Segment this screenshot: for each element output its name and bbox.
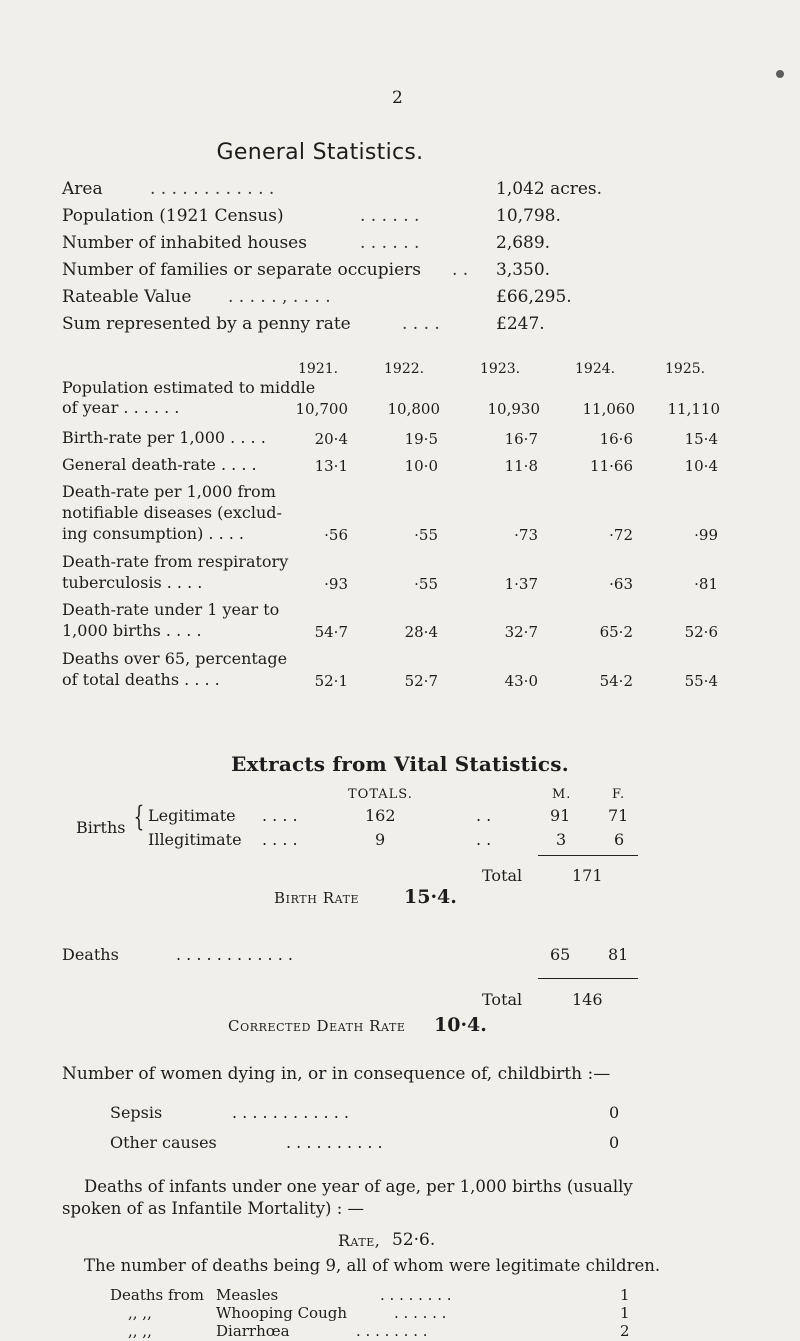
table-cell: 11,110 xyxy=(667,400,720,418)
table-cell: 10,700 xyxy=(295,400,348,418)
leader-dots: . . . . . . . . . . xyxy=(286,1133,383,1152)
infant-text-line1: Deaths of infants under one year of age, per 1,000 births (usually xyxy=(84,1177,633,1196)
leader-dots: . . xyxy=(476,806,492,825)
diarrhoea-value: 2 xyxy=(620,1322,630,1340)
stat-value-families: 3,350. xyxy=(496,260,551,280)
infant-rate-label: Rate, xyxy=(338,1231,381,1250)
diarrhoea-label: Diarrhœa xyxy=(216,1322,290,1340)
stat-value-rateable-value: £66,295. xyxy=(496,287,572,307)
table-cell: ·55 xyxy=(414,575,438,593)
stat-label-families: Number of families or separate occupiers xyxy=(62,260,421,280)
birth-rate-value: 15·4. xyxy=(404,886,457,908)
table-cell: 1·37 xyxy=(504,575,538,593)
leader-dots: . . . . . . xyxy=(360,233,420,253)
stat-label-area: Area xyxy=(62,179,103,199)
table-cell: 65·2 xyxy=(599,623,633,641)
table-cell: 52·1 xyxy=(314,672,348,690)
table-cell: 52·6 xyxy=(684,623,718,641)
deaths-total: 146 xyxy=(572,990,603,1009)
table-cell: 10,800 xyxy=(387,400,440,418)
stat-value-houses: 2,689. xyxy=(496,233,551,253)
deaths-total-label: Total xyxy=(482,990,523,1009)
table-cell: 15·4 xyxy=(684,430,718,448)
legitimate-female: 71 xyxy=(608,806,629,825)
table-cell: ·73 xyxy=(514,526,538,544)
stat-label-houses: Number of inhabited houses xyxy=(62,233,307,253)
deaths-male: 65 xyxy=(550,945,571,964)
row-label: Death-rate from respiratory xyxy=(62,552,289,571)
row-label: General death-rate . . . . xyxy=(62,455,257,474)
whooping-cough-value: 1 xyxy=(620,1304,630,1322)
births-label: Births xyxy=(76,818,126,837)
whooping-cough-label: Whooping Cough xyxy=(216,1304,348,1322)
table-cell: ·93 xyxy=(324,575,348,593)
illegitimate-male: 3 xyxy=(556,830,567,849)
sepsis-label: Sepsis xyxy=(110,1103,163,1122)
illegitimate-female: 6 xyxy=(614,830,625,849)
births-total: 171 xyxy=(572,866,603,885)
column-header-totals: TOTALS. xyxy=(348,787,413,802)
row-label: of year . . . . . . xyxy=(62,398,180,417)
leader-dots: . . . . . . . . . . . . xyxy=(176,945,293,964)
birth-rate-label: Birth Rate xyxy=(274,889,360,907)
stat-label-population: Population (1921 Census) xyxy=(62,206,284,226)
row-label: Death-rate under 1 year to xyxy=(62,600,280,619)
row-prefix: ,, ,, xyxy=(128,1322,152,1340)
illegitimate-label: Illegitimate xyxy=(148,830,242,849)
row-label: Death-rate per 1,000 from xyxy=(62,482,276,501)
row-label: Birth-rate per 1,000 . . . . xyxy=(62,428,266,447)
row-prefix: Deaths from xyxy=(110,1286,204,1304)
table-cell: 13·1 xyxy=(314,457,348,475)
row-label: tuberculosis . . . . xyxy=(62,573,203,592)
row-label: ing consumption) . . . . xyxy=(62,524,244,543)
table-cell: 52·7 xyxy=(404,672,438,690)
table-cell: ·81 xyxy=(694,575,718,593)
corrected-death-rate-label: Corrected Death Rate xyxy=(228,1017,406,1035)
year-header: 1921. xyxy=(298,361,339,377)
leader-dots: . . . . . . . . xyxy=(356,1322,428,1340)
legitimate-male: 91 xyxy=(550,806,571,825)
page-title: General Statistics. xyxy=(216,140,424,165)
infant-text-line2: spoken of as Infantile Mortality) : — xyxy=(62,1199,365,1218)
table-cell: 11·8 xyxy=(504,457,538,475)
year-header: 1922. xyxy=(384,361,425,377)
row-label: Deaths over 65, percentage xyxy=(62,649,288,668)
measles-value: 1 xyxy=(620,1286,630,1304)
leader-dots: . . . . . , . . . . xyxy=(228,287,331,307)
table-cell: 10·4 xyxy=(684,457,718,475)
stat-label-penny-rate: Sum represented by a penny rate xyxy=(62,314,351,334)
childbirth-heading: Number of women dying in, or in consequence of, childbirth :— xyxy=(62,1064,611,1084)
row-label: Population estimated to middle xyxy=(62,378,316,397)
children-sentence: The number of deaths being 9, all of whom were legitimate children. xyxy=(84,1256,661,1275)
row-label: of total deaths . . . . xyxy=(62,670,220,689)
legitimate-total: 162 xyxy=(365,806,396,825)
column-header-male: M. xyxy=(552,787,572,802)
table-cell: ·55 xyxy=(414,526,438,544)
table-cell: ·72 xyxy=(609,526,633,544)
row-prefix: ,, ,, xyxy=(128,1304,152,1322)
year-header: 1925. xyxy=(665,361,706,377)
leader-dots: . . . . . . . . . . . . xyxy=(232,1103,349,1122)
leader-dots: . . xyxy=(476,830,492,849)
brace: { xyxy=(133,800,145,833)
table-cell: 19·5 xyxy=(404,430,438,448)
table-cell: 28·4 xyxy=(404,623,438,641)
paper-mark xyxy=(776,70,784,78)
table-cell: 43·0 xyxy=(504,672,538,690)
table-cell: 16·6 xyxy=(599,430,633,448)
infant-rate-value: 52·6. xyxy=(392,1230,436,1250)
leader-dots: . . xyxy=(452,260,469,280)
row-label: notifiable diseases (exclud- xyxy=(62,503,282,522)
sum-rule xyxy=(538,978,638,979)
other-causes-value: 0 xyxy=(609,1133,620,1152)
other-causes-label: Other causes xyxy=(110,1133,217,1152)
page-number: 2 xyxy=(392,88,403,108)
legitimate-label: Legitimate xyxy=(148,806,236,825)
stat-value-penny-rate: £247. xyxy=(496,314,545,334)
table-cell: 55·4 xyxy=(684,672,718,690)
leader-dots: . . . . . . xyxy=(394,1304,447,1322)
column-header-female: F. xyxy=(612,787,626,802)
leader-dots: . . . . . . . . . . . . xyxy=(150,179,275,199)
births-total-label: Total xyxy=(482,866,523,885)
table-cell: 54·7 xyxy=(314,623,348,641)
leader-dots: . . . . xyxy=(262,830,298,849)
table-cell: ·63 xyxy=(609,575,633,593)
year-header: 1923. xyxy=(480,361,521,377)
corrected-death-rate-value: 10·4. xyxy=(434,1014,487,1036)
table-cell: 11·66 xyxy=(590,457,633,475)
sepsis-value: 0 xyxy=(609,1103,620,1122)
table-cell: 11,060 xyxy=(582,400,635,418)
table-cell: 54·2 xyxy=(599,672,633,690)
deaths-label: Deaths xyxy=(62,945,119,964)
sum-rule xyxy=(538,855,638,856)
stat-value-population: 10,798. xyxy=(496,206,561,226)
table-cell: 16·7 xyxy=(504,430,538,448)
stat-value-area: 1,042 acres. xyxy=(496,179,603,199)
section-title: Extracts from Vital Statistics. xyxy=(231,752,569,776)
table-cell: ·56 xyxy=(324,526,348,544)
leader-dots: . . . . xyxy=(402,314,440,334)
year-header: 1924. xyxy=(575,361,616,377)
illegitimate-total: 9 xyxy=(375,830,386,849)
row-label: 1,000 births . . . . xyxy=(62,621,202,640)
leader-dots: . . . . . . . . xyxy=(380,1286,452,1304)
leader-dots: . . . . . . xyxy=(360,206,420,226)
stat-label-rateable-value: Rateable Value xyxy=(62,287,192,307)
table-cell: 10·0 xyxy=(404,457,438,475)
table-cell: 32·7 xyxy=(504,623,538,641)
measles-label: Measles xyxy=(216,1286,279,1304)
table-cell: 10,930 xyxy=(487,400,540,418)
leader-dots: . . . . xyxy=(262,806,298,825)
table-cell: 20·4 xyxy=(314,430,348,448)
deaths-female: 81 xyxy=(608,945,629,964)
table-cell: ·99 xyxy=(694,526,718,544)
